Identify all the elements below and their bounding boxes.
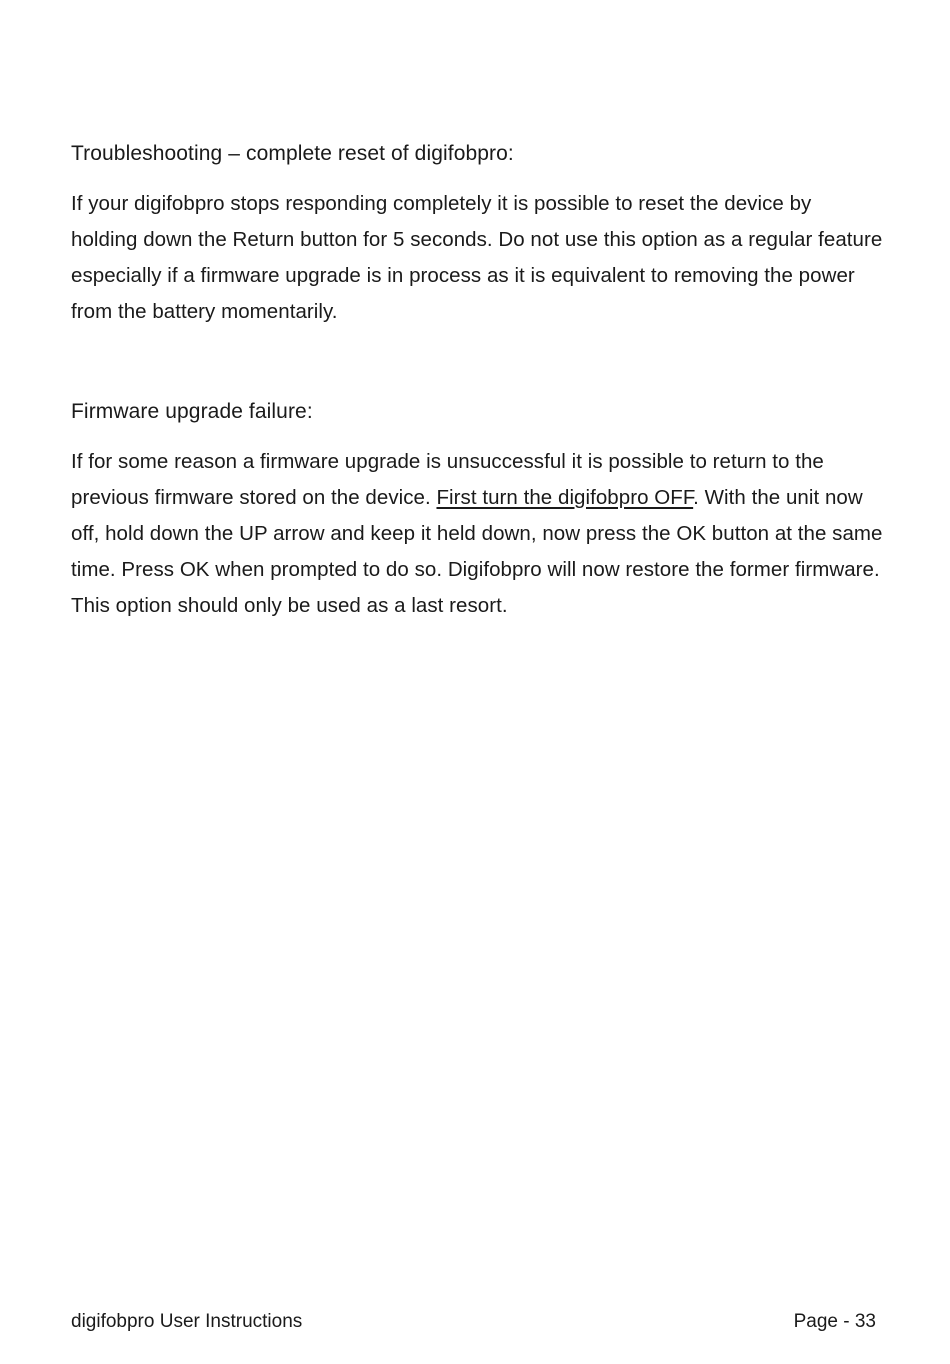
firmware-failure-text-start: If for some reason a firmware upgrade is unsuccessful it is possible to return to the previous firmware stored on the device. (71, 450, 824, 509)
firmware-failure-heading: Firmware upgrade failure: (71, 400, 313, 423)
firmware-failure-text-end: . With the unit now off, hold down the UP arrow and keep it held down, now press the OK button at the same time. Press OK when prompted to do so. Digifobpro will now restore the former firmware. This option should only be used as a last resort. (71, 486, 883, 617)
page-footer (71, 1308, 876, 1336)
reset-section (71, 139, 883, 330)
footer-page-number: Page - 33 (793, 1311, 876, 1332)
footer-document-title: digifobpro User Instructions (71, 1311, 303, 1332)
firmware-failure-section (71, 397, 883, 624)
turn-off-instruction: First turn the digifobpro OFF (436, 486, 694, 509)
firmware-failure-paragraph (71, 444, 883, 624)
reset-paragraph: If your digifobpro stops responding completely it is possible to reset the device by holding down the Return button for 5 seconds. Do not use this option as a regular feature especially if a firmware upgrade is in process as it is equivalent to removing the power from the battery momentarily. (71, 192, 883, 323)
reset-heading: Troubleshooting – complete reset of digifobpro: (71, 142, 514, 165)
